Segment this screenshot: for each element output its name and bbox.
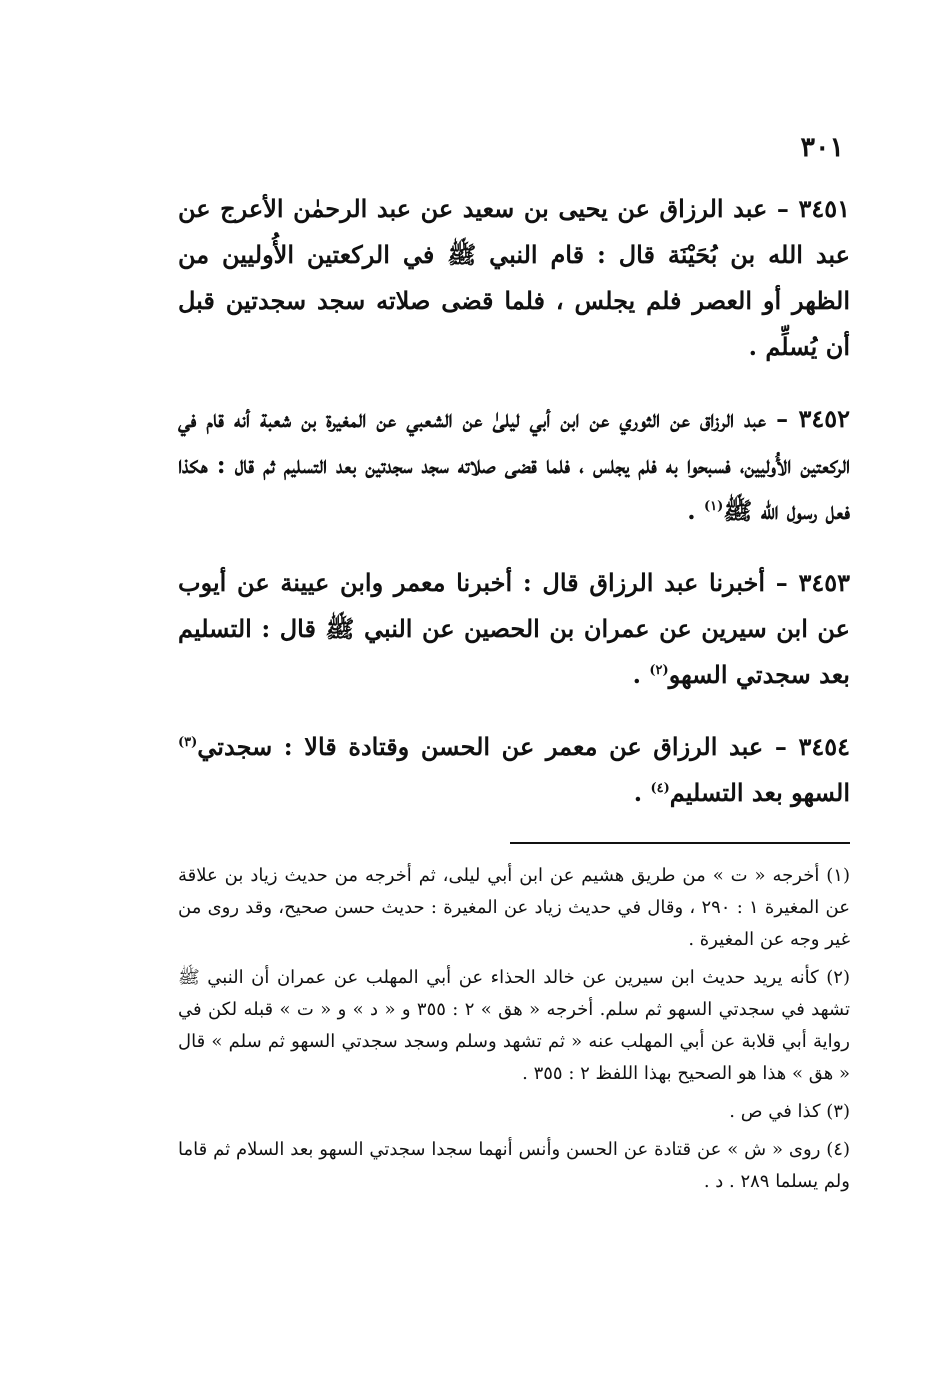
hadith-3451	[178, 186, 850, 370]
hadith-number: ٣٤٥٢	[798, 404, 850, 433]
page-number: ٣٠١	[800, 132, 844, 163]
document-page	[178, 130, 850, 1204]
footnote-1: (١) أخرجه « ت » من طريق هشيم عن ابن أبي ليلى، ثم أخرجه من حديث زياد بن علاقة عن المغيرة ١ : ٢٩٠ ، وقال في حديث زياد عن المغيرة : حديث حسن صحيح، وقد روى من غير وجه عن المغيرة .	[178, 865, 850, 950]
hadith-number: ٣٤٥٤	[798, 732, 851, 761]
hadith-dash: –	[765, 404, 799, 433]
hadith-3454	[178, 724, 850, 816]
footnote-3: (٣) كذا في ص .	[729, 1101, 850, 1122]
hadith-dash: –	[767, 194, 799, 223]
hadith-text-continued: السهو بعد التسليم	[669, 778, 850, 807]
hadith-end: .	[632, 660, 650, 689]
hadith-3453	[178, 560, 850, 698]
hadith-text: عبد الرزاق عن معمر عن الحسن وقتادة قالا : سجدتي	[197, 732, 764, 761]
hadith-dash: –	[765, 568, 799, 597]
hadith-dash: –	[763, 732, 799, 761]
hadith-end: .	[687, 496, 704, 525]
footnote-ref: (٢)	[649, 663, 669, 678]
footnote-divider	[510, 842, 850, 844]
footnote-ref: (١)	[703, 499, 724, 514]
hadith-end: .	[633, 778, 651, 807]
hadith-number: ٣٤٥١	[798, 194, 850, 223]
hadith-text: عبد الرزاق عن يحيى بن سعيد عن عبد الرحمٰن الأعرج عن عبد الله بن بُحَيْنَة قال : قام النبي ﷺ في الركعتين الأُوليين من الظهر أو العصر فلم يجلس ، فلما قضى صلاته سجد سجدتين قبل أن يُسلِّم .	[178, 194, 850, 361]
footnote-2: (٢) كأنه يريد حديث ابن سيرين عن خالد الحذاء عن أبي المهلب عن عمران أن النبي ﷺ تشهد في سجدتي السهو ثم سلم. أخرجه « هق » ٢ : ٣٥٥ و « د » و « ت » قبله لكن في رواية أبي قلابة عن أبي المهلب عنه « ثم تشهد وسلم وسجد سجدتي السهو ثم سلم » قال « هق » هذا هو الصحيح بهذا اللفظ ٢ : ٣٥٥ .	[178, 967, 850, 1084]
footnote-4: (٤) روى « ش » عن قتادة عن الحسن وأنس أنهما سجدا سجدتي السهو بعد السلام ثم قاما ولم يسلما ٢٨٩ . د .	[178, 1139, 850, 1192]
footnote-ref: (٤)	[650, 781, 670, 796]
hadith-text: عبد الرزاق عن الثوري عن ابن أبي ليلىٰ عن الشعبي عن المغيرة بن شعبة أنه قام في الركعتين الأُوليين، فسبحوا به فلم يجلس ، فلما قضى صلاته سجد سجدتين بعد التسليم ثم قال : هكذا فعل رسول الله ﷺ	[178, 404, 850, 525]
hadith-number: ٣٤٥٣	[798, 568, 850, 597]
hadith-3452	[178, 396, 850, 534]
hadith-text: أخبرنا عبد الرزاق قال : أخبرنا معمر وابن عيينة عن أيوب عن ابن سيرين عن عمران بن الحصين عن النبي ﷺ قال : التسليم بعد سجدتي السهو	[178, 568, 850, 689]
footnote-ref: (٣)	[178, 735, 198, 750]
